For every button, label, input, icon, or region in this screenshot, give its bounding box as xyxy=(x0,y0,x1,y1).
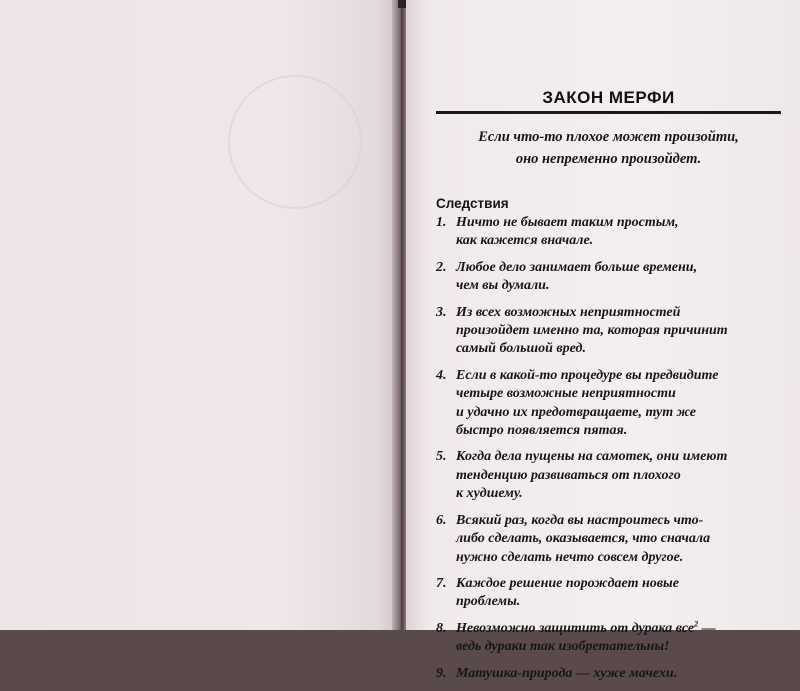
law-statement xyxy=(436,126,781,170)
corollary-line: Матушка-природа — хуже мачехи. xyxy=(456,665,678,681)
corollary-number: 1. xyxy=(436,215,447,230)
corollary-line: проблемы. xyxy=(456,594,521,610)
corollary-number: 4. xyxy=(436,367,447,383)
corollary-line: Ничто не бывает таким простым, xyxy=(456,215,679,230)
corollary-item xyxy=(436,304,781,359)
corollary-line: тенденцию развиваться от плохого xyxy=(456,467,681,483)
left-page xyxy=(0,0,398,630)
corollary-line: самый большой вред. xyxy=(456,341,586,357)
corollary-item xyxy=(436,448,781,503)
corollary-line: произойдет именно та, которая причинит xyxy=(456,323,728,339)
corollary-line: Когда дела пущены на самотек, они имеют xyxy=(456,449,728,465)
corollary-item xyxy=(436,575,781,612)
corollary-line: ведь дураки так изобретательны! xyxy=(456,639,670,655)
bleed-through-emblem xyxy=(228,75,362,209)
corollary-line: и удачно их предотвращаете, тут же xyxy=(456,404,696,420)
page-text xyxy=(436,88,781,691)
corollary-line: как кажется вначале. xyxy=(456,233,594,249)
corollary-list xyxy=(436,214,781,683)
footnote-marker: 2 xyxy=(694,619,699,629)
corollary-item xyxy=(436,259,781,296)
section-heading: Следствия xyxy=(436,196,509,211)
corollary-line: Каждое решение порождает новые xyxy=(456,575,679,591)
corollary-line: нужно сделать нечто совсем другое. xyxy=(456,549,684,565)
corollary-number: 9. xyxy=(436,665,447,681)
law-line: Если что-то плохое может произойти, xyxy=(478,129,739,145)
corollary-number: 2. xyxy=(436,259,447,275)
corollary-item xyxy=(436,367,781,441)
corollary-item xyxy=(436,214,781,251)
law-line: оно непременно произойдет. xyxy=(515,151,702,167)
corollary-number: 8. xyxy=(436,620,447,636)
corollary-number: 7. xyxy=(436,575,447,591)
corollary-item xyxy=(436,512,781,567)
corollary-line: четыре возможные неприятности xyxy=(456,386,676,402)
corollary-line: либо сделать, оказывается, что сначала xyxy=(456,531,711,547)
corollary-line: Невозможно защитить от дурака все$^2$ — xyxy=(456,619,716,636)
corollary-line: Всякий раз, когда вы настроитесь что- xyxy=(456,512,704,528)
corollary-number: 6. xyxy=(436,512,447,528)
corollary-line: чем вы думали. xyxy=(456,278,550,294)
corollary-line: к худшему. xyxy=(456,486,523,502)
corollary-item xyxy=(436,620,781,657)
corollary-item xyxy=(436,665,781,683)
corollary-number: 5. xyxy=(436,449,447,465)
corollary-line: Любое дело занимает больше времени, xyxy=(456,259,698,275)
corollary-line: Если в какой-то процедуре вы предвидите xyxy=(456,367,719,383)
corollary-line: быстро появляется пятая. xyxy=(456,423,628,439)
corollary-number: 3. xyxy=(436,304,447,320)
page-title: ЗАКОН МЕРФИ xyxy=(436,88,781,114)
corollary-line: Из всех возможных неприятностей xyxy=(456,304,681,320)
